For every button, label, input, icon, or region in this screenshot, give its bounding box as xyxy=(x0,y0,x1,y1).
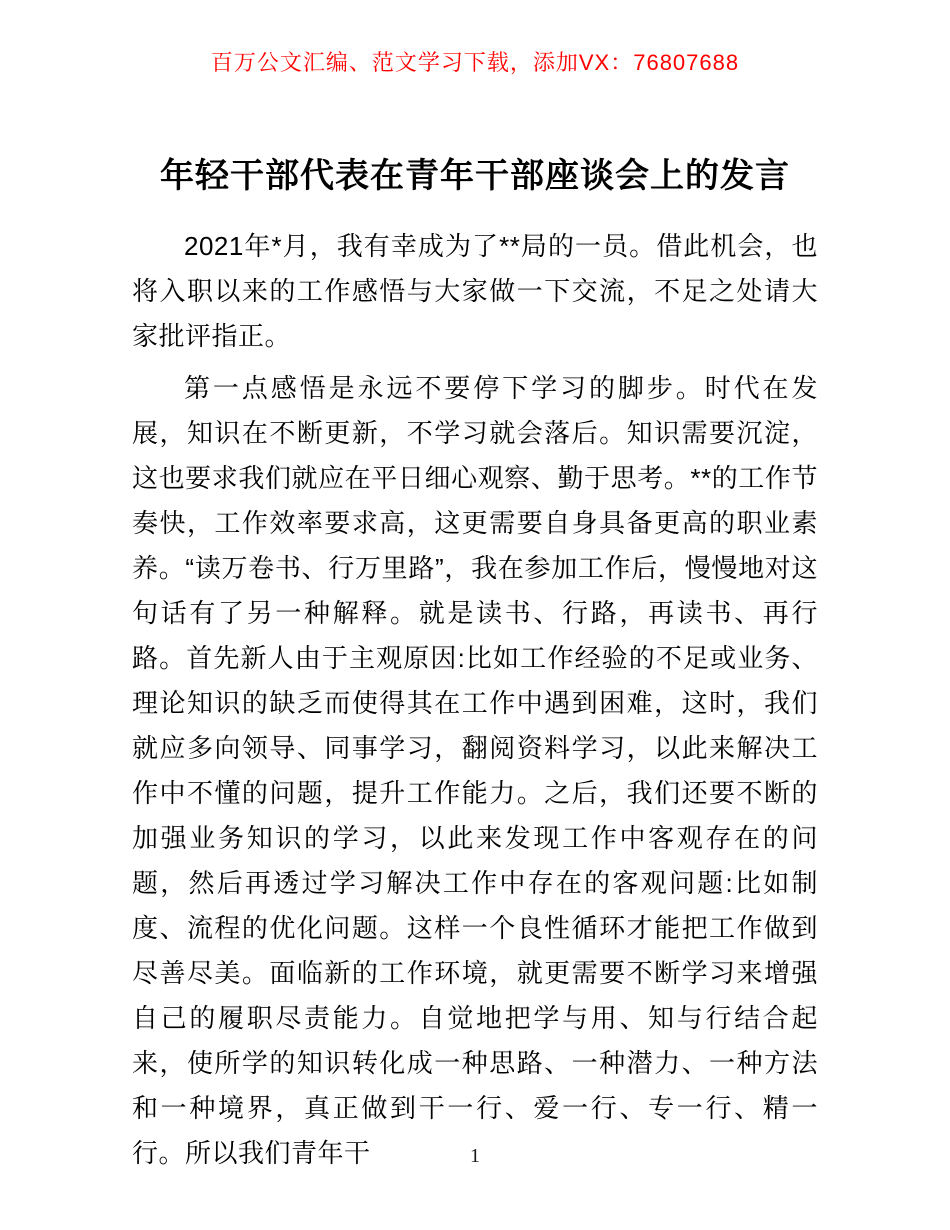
document-body xyxy=(132,224,818,1176)
paragraph-intro: 2021年*月，我有幸成为了**局的一员。借此机会，也将入职以来的工作感悟与大家做一下交流，不足之处请大家批评指正。 xyxy=(132,231,818,351)
paragraph-first-insight: 第一点感悟是永远不要停下学习的脚步。时代在发展，知识在不断更新，不学习就会落后。知识需要沉淀，这也要求我们就应在平日细心观察、勤于思考。**的工作节奏快，工作效率要求高，这更需要自身具备更高的职业素养。“读万卷书、行万里路”，我在参加工作后，慢慢地对这句话有了另一种解释。就是读书、行路，再读书、再行路。首先新人由于主观原因:比如工作经验的不足或业务、理论知识的缺乏而使得其在工作中遇到困难，这时，我们就应多向领导、同事学习，翻阅资料学习，以此来解决工作中不懂的问题，提升工作能力。之后，我们还要不断的加强业务知识的学习，以此来发现工作中客观存在的问题，然后再透过学习解决工作中存在的客观问题:比如制度、流程的优化问题。这样一个良性循环才能把工作做到尽善尽美。面临新的工作环境，就更需要不断学习来增强自己的履职尽责能力。自觉地把学与用、知与行结合起来，使所学的知识转化成一种思路、一种潜力、一种方法和一种境界，真正做到干一行、爱一行、专一行、精一行。所以我们青年干 xyxy=(132,373,818,1168)
page-number: 1 xyxy=(470,1145,480,1167)
page-title: 年轻干部代表在青年干部座谈会上的发言 xyxy=(160,157,790,195)
header-watermark-note: 百万公文汇编、范文学习下载，添加VX：76807688 xyxy=(210,50,740,75)
